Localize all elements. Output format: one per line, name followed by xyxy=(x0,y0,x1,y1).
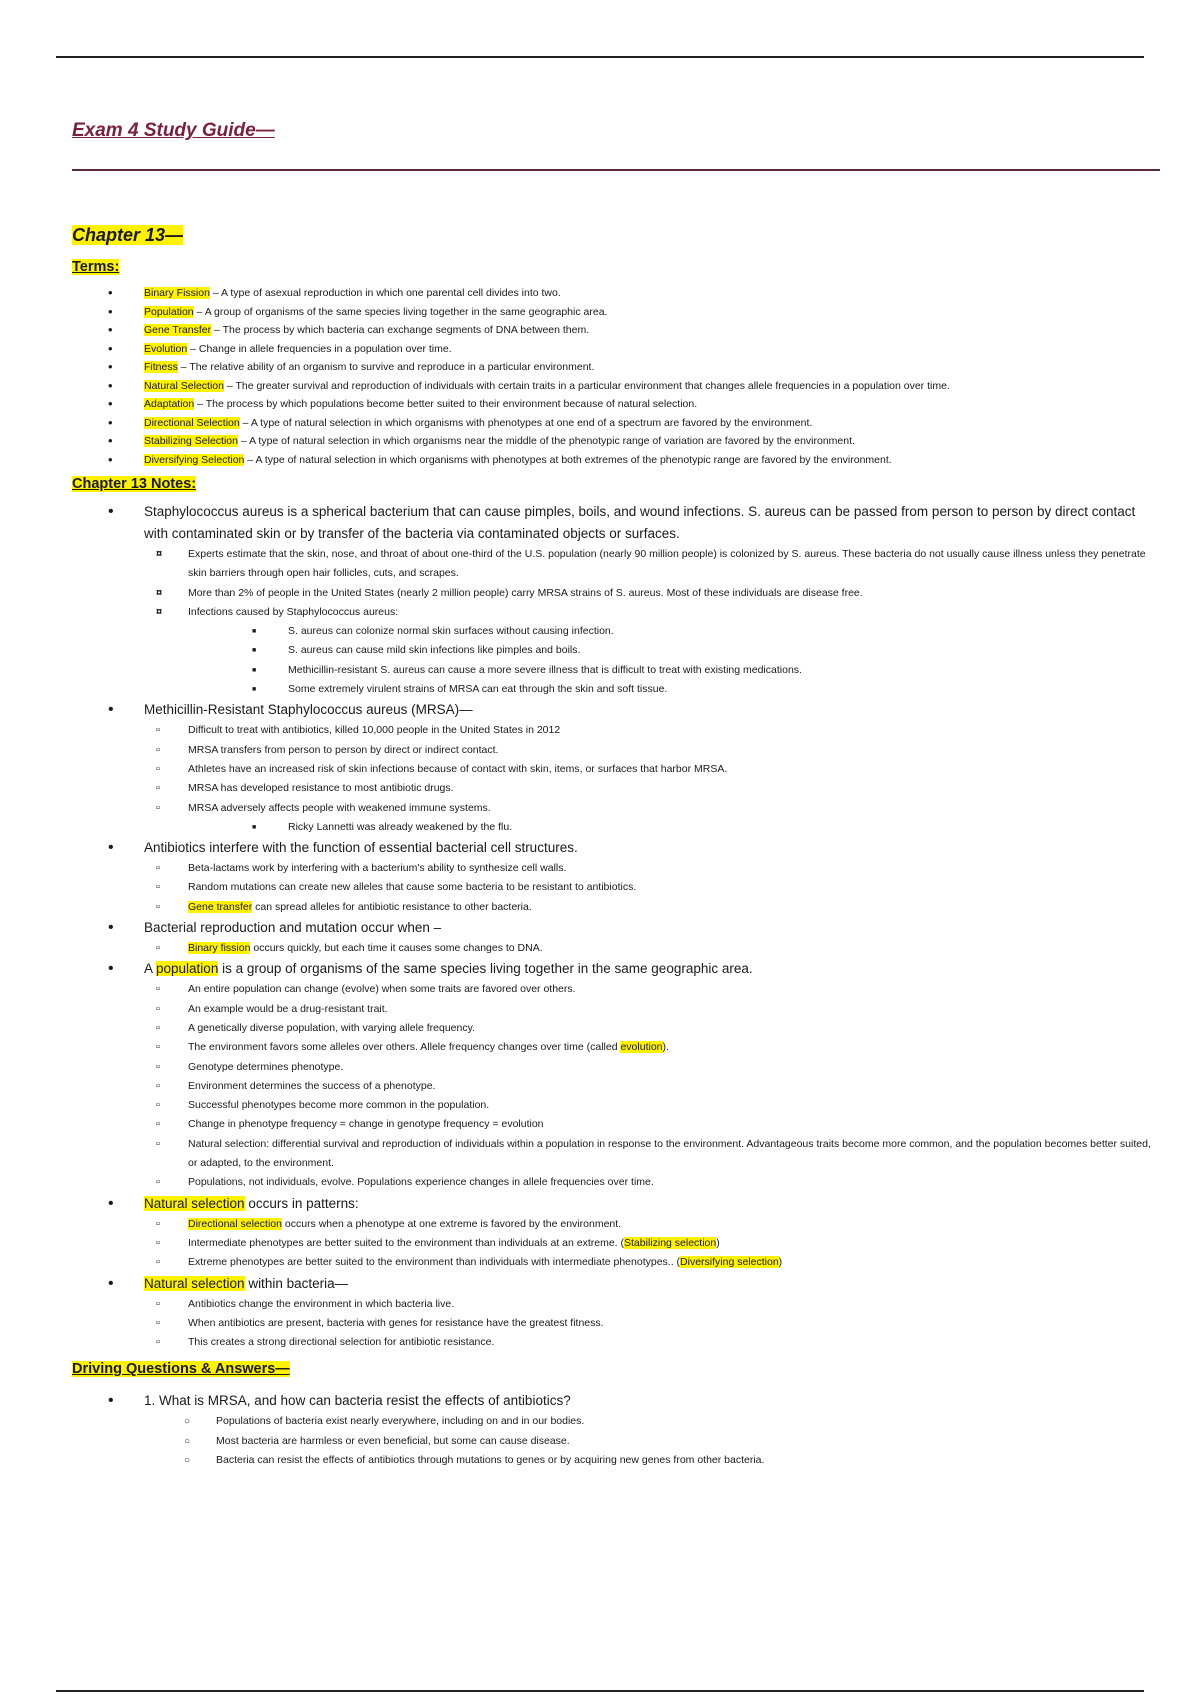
note-detail-item: ■ Some extremely virulent strains of MRSA can eat through the skin and soft tissue. xyxy=(144,680,1152,699)
answer-item: ○ Populations of bacteria exist nearly everywhere, including on and in our bodies. xyxy=(144,1412,1152,1431)
note-sub-item: ▫ Populations, not individuals, evolve. Populations experience changes in allele frequencies over time. xyxy=(144,1173,1152,1192)
note-sub-item: ▫ Successful phenotypes become more common in the population. xyxy=(144,1096,1152,1115)
term-item: • Stabilizing Selection – A type of natural selection in which organisms near the middle of the phenotypic range of variation are favored by the environment. xyxy=(72,432,1152,451)
note-sub-item: ▫ MRSA adversely affects people with weakened immune systems. ■ Ricky Lannetti was already weakened by the flu. xyxy=(144,799,1152,838)
document-title: Exam 4 Study Guide— xyxy=(72,120,275,141)
note-sub-item: ▫ A genetically diverse population, with varying allele frequency. xyxy=(144,1019,1152,1038)
note-sub-item: ▫ When antibiotics are present, bacteria with genes for resistance have the greatest fitness. xyxy=(144,1314,1152,1333)
note-sub-item: ▫ Antibiotics change the environment in which bacteria live. xyxy=(144,1295,1152,1314)
note-selection-patterns: • Natural selection occurs in patterns: ▫ Directional selection occurs when a phenotype at one extreme is favored by the environment. ▫ Intermediate phenotypes are better suited to the environment than individuals at an extreme. (Stabilizing selection) ▫ Extreme phenotypes are better suited to the environment than individuals with intermediate phenotypes.. (Diversifying selection) xyxy=(72,1193,1152,1273)
term-item: • Binary Fission – A type of asexual reproduction in which one parental cell divides into two. xyxy=(72,284,1152,303)
notes-list xyxy=(72,501,1152,1352)
answer-item: ○ Bacteria can resist the effects of antibiotics through mutations to genes or by acquiring new genes from other bacteria. xyxy=(144,1451,1152,1470)
page-bottom-rule xyxy=(56,1690,1144,1692)
note-sub-item: ▫ Gene transfer can spread alleles for antibiotic resistance to other bacteria. xyxy=(144,898,1152,917)
note-detail-item: ■ S. aureus can colonize normal skin surfaces without causing infection. xyxy=(144,622,1152,641)
note-sub-item: ▫ Difficult to treat with antibiotics, killed 10,000 people in the United States in 2012 xyxy=(144,721,1152,740)
note-sub-item: ¤ Infections caused by Staphylococcus aureus: ■ S. aureus can colonize normal skin surfaces without causing infection. ■ S. aureus can cause mild skin infections like pimples and boils. ■ Methicillin-resistant S. aureus can cause a more severe illness that is difficult to treat with existing medications. ■ Some extremely virulent strains of MRSA can eat through the skin and soft tissue. xyxy=(144,603,1152,699)
term-item: • Fitness – The relative ability of an organism to survive and reproduce in a particular environment. xyxy=(72,358,1152,377)
note-sub-item: ▫ MRSA transfers from person to person by direct or indirect contact. xyxy=(144,741,1152,760)
note-sub-item: ▫ Natural selection: differential survival and reproduction of individuals within a population in response to the environment. Advantageous traits become more common, and the population becomes better suited, or adapted, to the environment. xyxy=(144,1135,1152,1174)
note-population: • A population is a group of organisms of the same species living together in the same geographic area. ▫ An entire population can change (evolve) when some traits are favored over others. ▫ An example would be a drug-resistant trait. ▫ A genetically diverse population, with varying allele frequency. ▫ The environment favors some alleles over others. Allele frequency changes over time (called evolution). ▫ Genotype determines phenotype. ▫ Environment determines the success of a phenotype. ▫ Successful phenotypes become more common in the population. ▫ Change in phenotype frequency = change in genotype frequency = evolution ▫ Natural selection: differential survival and reproduction of individuals within a population in response to the environment. Advantageous traits become more common, and the population becomes better suited, or adapted, to the environment. ▫ Populations, not individuals, evolve. Populations experience changes in allele frequencies over time. xyxy=(72,958,1152,1192)
note-sub-item: ¤ More than 2% of people in the United States (nearly 2 million people) carry MRSA strains of S. aureus. Most of these individuals are disease free. xyxy=(144,584,1152,603)
note-sub-item: ▫ Genotype determines phenotype. xyxy=(144,1058,1152,1077)
note-antibiotics: • Antibiotics interfere with the function of essential bacterial cell structures. ▫ Beta-lactams work by interfering with a bacterium's ability to synthesize cell walls. ▫ Random mutations can create new alleles that cause some bacteria to be resistant to antibiotics. ▫ Gene transfer can spread alleles for antibiotic resistance to other bacteria. xyxy=(72,837,1152,917)
note-reproduction: • Bacterial reproduction and mutation occur when – ▫ Binary fission occurs quickly, but each time it causes some changes to DNA. xyxy=(72,917,1152,958)
driving-questions-heading: Driving Questions & Answers— xyxy=(72,1361,290,1378)
note-sub-item: ▫ Binary fission occurs quickly, but each time it causes some changes to DNA. xyxy=(144,939,1152,958)
note-sub-item: ▫ This creates a strong directional selection for antibiotic resistance. xyxy=(144,1333,1152,1352)
note-selection-bacteria: • Natural selection within bacteria— ▫ Antibiotics change the environment in which bacteria live. ▫ When antibiotics are present, bacteria with genes for resistance have the greatest fitness. ▫ This creates a strong directional selection for antibiotic resistance. xyxy=(72,1273,1152,1353)
note-sub-item: ▫ Athletes have an increased risk of skin infections because of contact with skin, items, or surfaces that harbor MRSA. xyxy=(144,760,1152,779)
answer-item: ○ Most bacteria are harmless or even beneficial, but some can cause disease. xyxy=(144,1432,1152,1451)
note-sub-item: ▫ Extreme phenotypes are better suited to the environment than individuals with intermediate phenotypes.. (Diversifying selection) xyxy=(144,1253,1152,1272)
title-divider xyxy=(72,169,1160,171)
driving-questions-list xyxy=(72,1390,1152,1470)
terms-heading: Terms: xyxy=(72,259,120,275)
note-sub-item: ▫ Beta-lactams work by interfering with a bacterium's ability to synthesize cell walls. xyxy=(144,859,1152,878)
notes-heading: Chapter 13 Notes: xyxy=(72,476,197,492)
term-item: • Gene Transfer – The process by which bacteria can exchange segments of DNA between them. xyxy=(72,321,1152,340)
term-item: • Natural Selection – The greater survival and reproduction of individuals with certain traits in a particular environment that changes allele frequencies in a population over time. xyxy=(72,377,1152,396)
note-sub-item: ▫ The environment favors some alleles over others. Allele frequency changes over time (called evolution). xyxy=(144,1038,1152,1057)
term-item: • Adaptation – The process by which populations become better suited to their environment because of natural selection. xyxy=(72,395,1152,414)
note-sub-item: ▫ An entire population can change (evolve) when some traits are favored over others. xyxy=(144,980,1152,999)
terms-list xyxy=(72,284,1152,469)
note-detail-item: ■ Ricky Lannetti was already weakened by the flu. xyxy=(144,818,1152,837)
chapter-heading: Chapter 13— xyxy=(72,225,184,245)
page-top-rule xyxy=(56,56,1144,58)
note-sub-item: ▫ Change in phenotype frequency = change in genotype frequency = evolution xyxy=(144,1115,1152,1134)
note-mrsa: • Methicillin-Resistant Staphylococcus aureus (MRSA)— ▫ Difficult to treat with antibiotics, killed 10,000 people in the United States in 2012 ▫ MRSA transfers from person to person by direct or indirect contact. ▫ Athletes have an increased risk of skin infections because of contact with skin, items, or surfaces that harbor MRSA. ▫ MRSA has developed resistance to most antibiotic drugs. ▫ MRSA adversely affects people with weakened immune systems. ■ Ricky Lannetti was already weakened by the flu. xyxy=(72,699,1152,837)
note-sub-item: ▫ Environment determines the success of a phenotype. xyxy=(144,1077,1152,1096)
note-sub-item: ▫ An example would be a drug-resistant trait. xyxy=(144,1000,1152,1019)
note-staph: • Staphylococcus aureus is a spherical bacterium that can cause pimples, boils, and wound infections. S. aureus can be passed from person to person by direct contact with contaminated skin or by transfer of the bacteria via contaminated objects or surfaces. ¤ Experts estimate that the skin, nose, and throat of about one-third of the U.S. population (nearly 90 million people) is colonized by S. aureus. These bacteria do not usually cause illness unless they penetrate skin barriers through open hair follicles, cuts, and scrapes. ¤ More than 2% of people in the United States (nearly 2 million people) carry MRSA strains of S. aureus. Most of these individuals are disease free. ¤ Infections caused by Staphylococcus aureus: ■ S. aureus can colonize normal skin surfaces without causing infection. ■ S. aureus can cause mild skin infections like pimples and boils. ■ Methicillin-resistant S. aureus can cause a more severe illness that is difficult to treat with existing medications. ■ Some extremely virulent strains of MRSA can eat through the skin and soft tissue. xyxy=(72,501,1152,699)
note-sub-item: ▫ Random mutations can create new alleles that cause some bacteria to be resistant to antibiotics. xyxy=(144,878,1152,897)
driving-question: • 1. What is MRSA, and how can bacteria resist the effects of antibiotics? ○ Populations of bacteria exist nearly everywhere, including on and in our bodies. ○ Most bacteria are harmless or even beneficial, but some can cause disease. ○ Bacteria can resist the effects of antibiotics through mutations to genes or by acquiring new genes from other bacteria. xyxy=(72,1390,1152,1470)
note-sub-item: ▫ MRSA has developed resistance to most antibiotic drugs. xyxy=(144,779,1152,798)
term-item: • Diversifying Selection – A type of natural selection in which organisms with phenotypes at both extremes of the phenotypic range are favored by the environment. xyxy=(72,451,1152,470)
document-body xyxy=(72,222,1152,1470)
term-item: • Population – A group of organisms of the same species living together in the same geographic area. xyxy=(72,303,1152,322)
note-sub-item: ▫ Directional selection occurs when a phenotype at one extreme is favored by the environment. xyxy=(144,1215,1152,1234)
term-item: • Evolution – Change in allele frequencies in a population over time. xyxy=(72,340,1152,359)
note-detail-item: ■ Methicillin-resistant S. aureus can cause a more severe illness that is difficult to treat with existing medications. xyxy=(144,661,1152,680)
note-sub-item: ¤ Experts estimate that the skin, nose, and throat of about one-third of the U.S. population (nearly 90 million people) is colonized by S. aureus. These bacteria do not usually cause illness unless they penetrate skin barriers through open hair follicles, cuts, and scrapes. xyxy=(144,545,1152,584)
note-sub-item: ▫ Intermediate phenotypes are better suited to the environment than individuals at an extreme. (Stabilizing selection) xyxy=(144,1234,1152,1253)
note-detail-item: ■ S. aureus can cause mild skin infections like pimples and boils. xyxy=(144,641,1152,660)
term-item: • Directional Selection – A type of natural selection in which organisms with phenotypes at one end of a spectrum are favored by the environment. xyxy=(72,414,1152,433)
